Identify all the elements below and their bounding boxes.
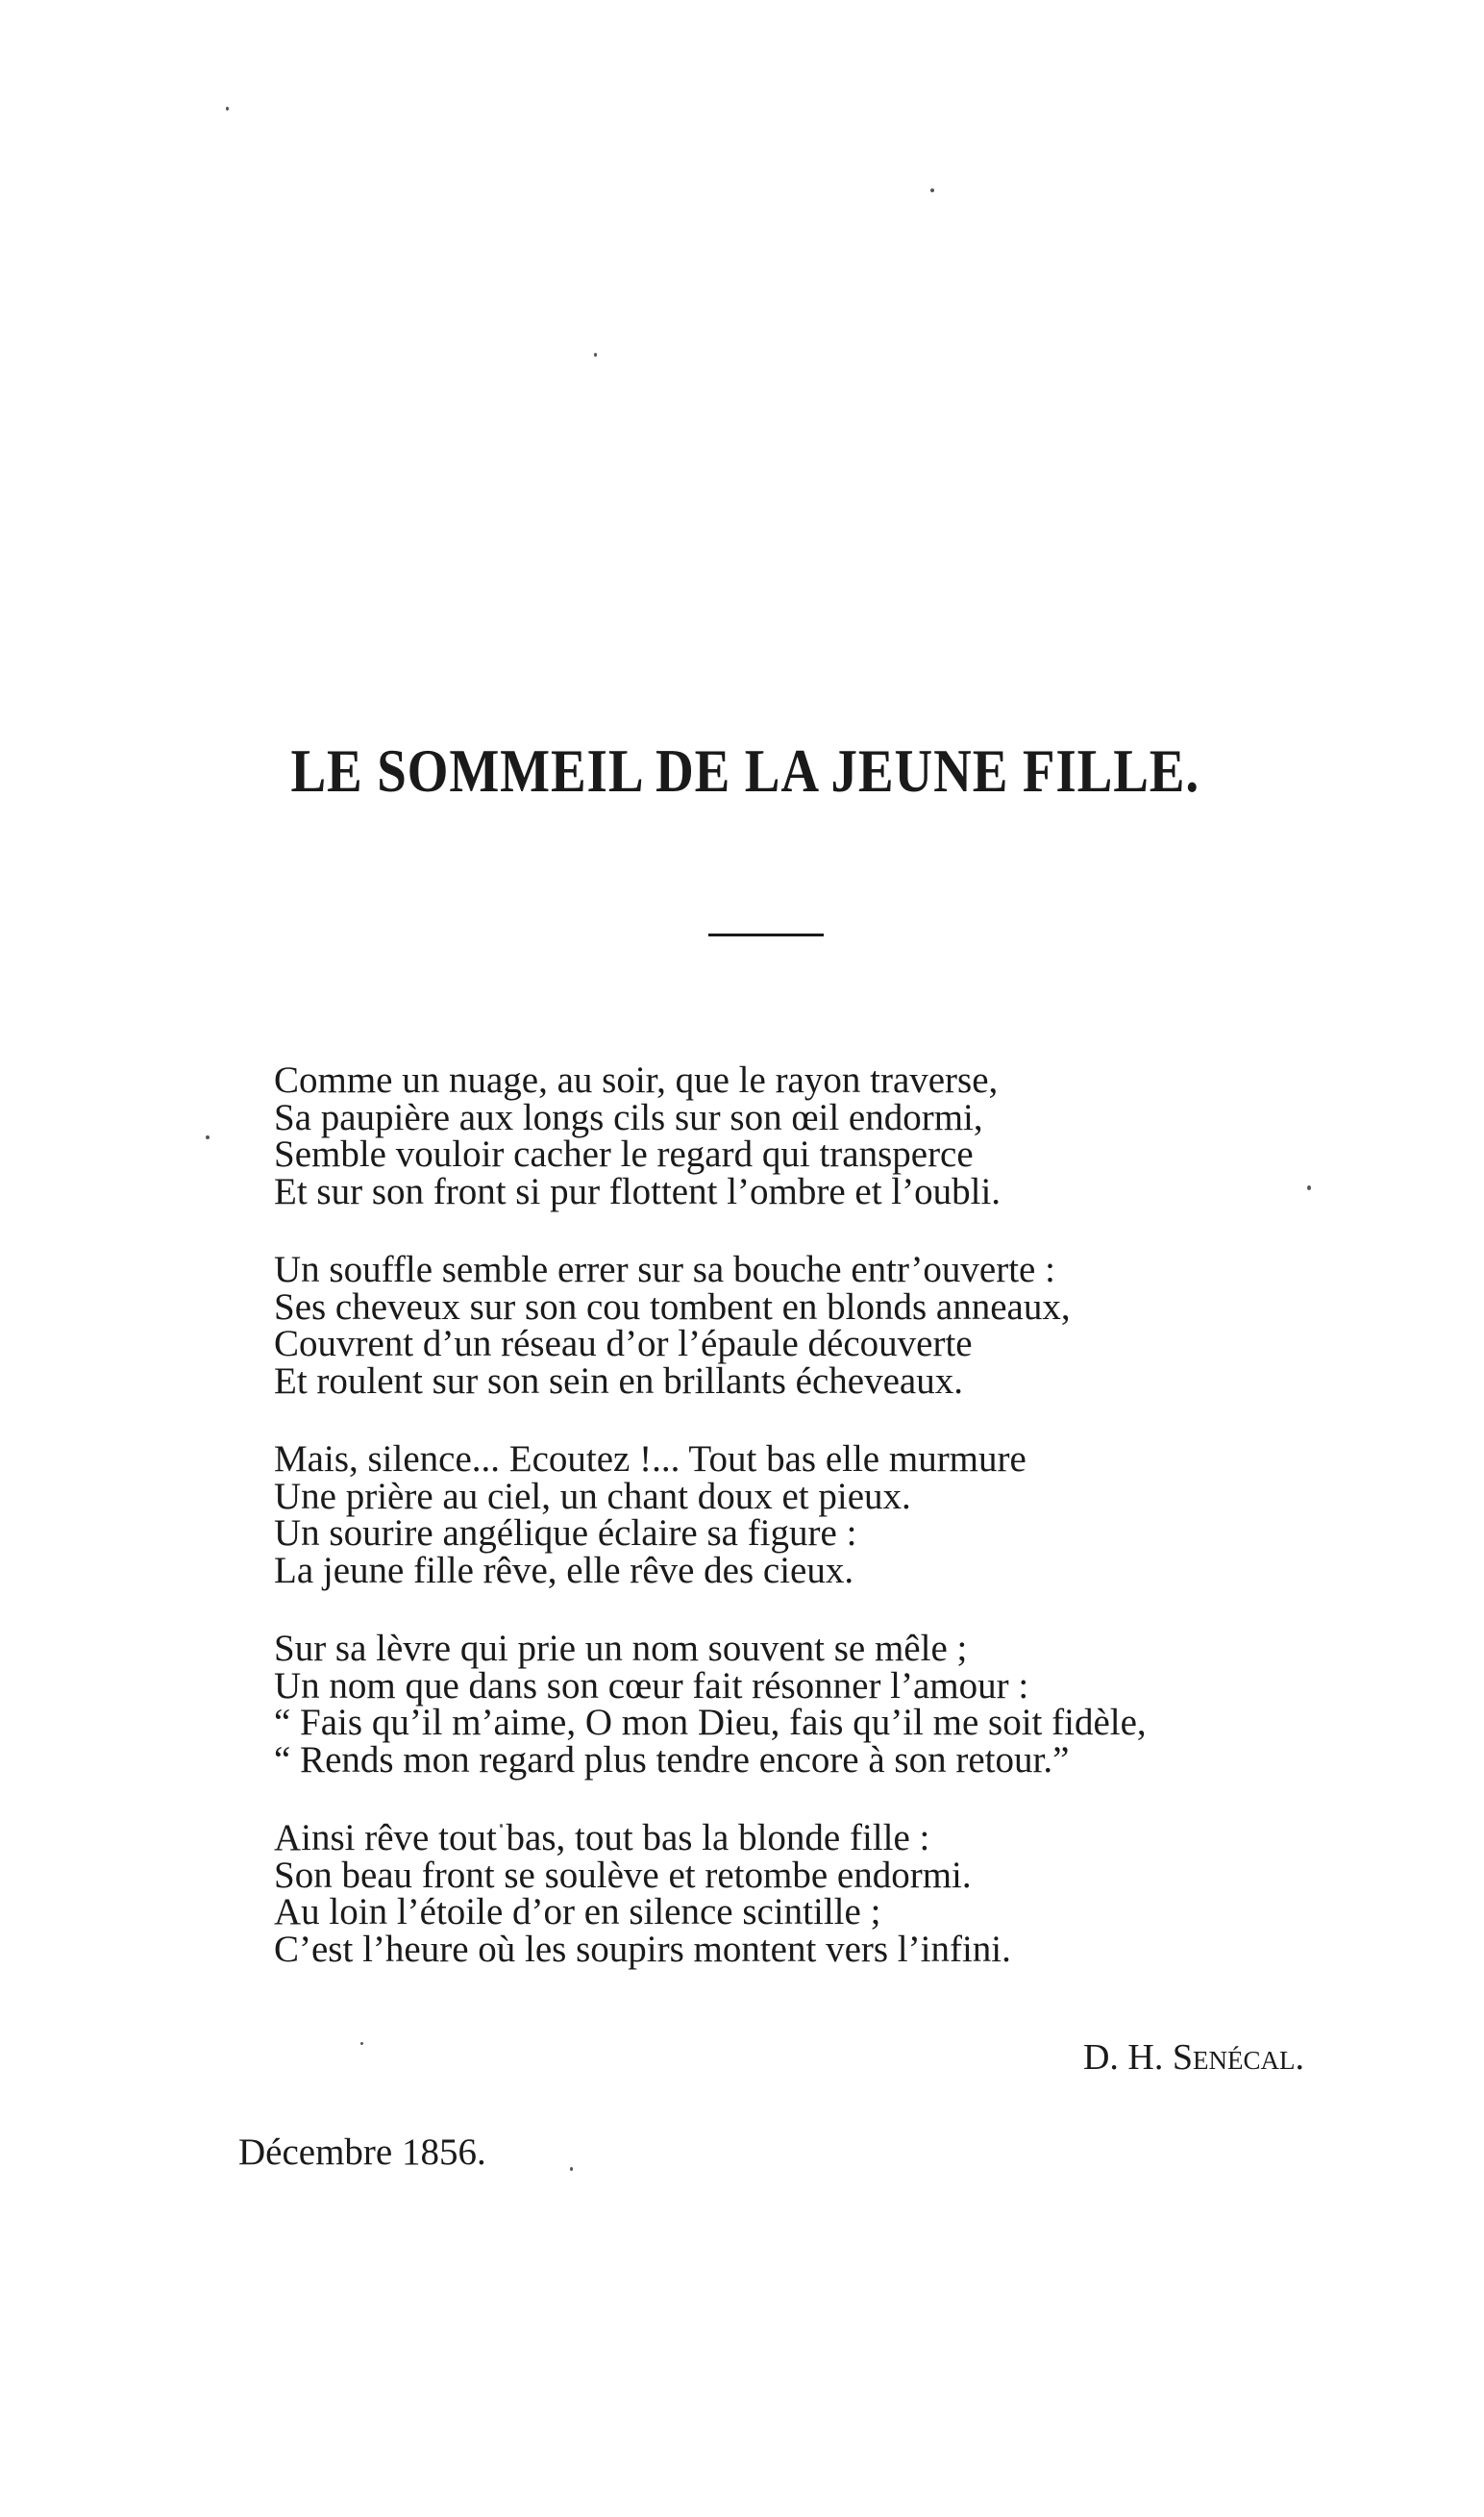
verse-line: La jeune fille rêve, elle rêve des cieux. <box>274 1549 854 1591</box>
verse-line: Comme un nuage, au soir, que le rayon traverse, <box>274 1059 999 1101</box>
verse-line: Un sourire angélique éclaire sa figure : <box>274 1512 857 1554</box>
verse-line: Ses cheveux sur son cou tombent en blonds anneaux, <box>274 1285 1071 1328</box>
scan-speck <box>594 353 597 357</box>
verse-line: Et sur son front si pur flottent l’ombre et l’oubli. <box>274 1170 1002 1212</box>
verse-line: Couvrent d’un réseau d’or l’épaule découverte <box>274 1323 973 1364</box>
stanza <box>274 1817 1350 1970</box>
verse-line: Semble vouloir cacher le regard qui transperce <box>274 1134 974 1175</box>
verse-line: Un nom que dans son cœur fait résonner l’amour : <box>274 1664 1029 1707</box>
verse-line: Sa paupière aux longs cils sur son œil endormi, <box>274 1096 983 1138</box>
poem-title: LE SOMMEIL DE LA JEUNE FILLE. <box>290 736 1200 805</box>
author-signature <box>1083 2036 1304 2079</box>
stanza <box>274 1059 1350 1212</box>
scan-speck <box>206 1135 210 1139</box>
poem-body <box>274 1059 1350 2009</box>
verse-line: Un souffle semble errer sur sa bouche entr’ouverte : <box>274 1249 1055 1290</box>
verse-line: Et roulent sur son sein en brillants écheveaux. <box>274 1359 963 1402</box>
verse-line: “ Rends mon regard plus tendre encore à son retour.” <box>274 1738 1070 1781</box>
scan-speck <box>930 188 934 192</box>
verse-line: Son beau front se soulève et retombe endormi. <box>274 1854 972 1896</box>
author-name: Senécal. <box>1172 2037 1304 2078</box>
stanza <box>274 1438 1350 1591</box>
verse-line: Sur sa lèvre qui prie un nom souvent se mêle ; <box>274 1628 968 1669</box>
scan-speck <box>360 2042 363 2045</box>
verse-line: Au loin l’étoile d’or en silence scintille ; <box>274 1891 881 1932</box>
stanza <box>274 1249 1350 1402</box>
verse-line: C’est l’heure où les soupirs montent vers l’infini. <box>274 1928 1011 1970</box>
verse-line: “ Fais qu’il m’aime, O mon Dieu, fais qu’il me soit fidèle, <box>274 1702 1147 1743</box>
title-rule <box>708 934 824 936</box>
verse-line: Une prière au ciel, un chant doux et pieux. <box>274 1475 911 1517</box>
author-initials: D. H. <box>1082 2037 1164 2078</box>
scan-speck <box>570 2167 573 2171</box>
scan-speck <box>226 107 229 111</box>
poem-date: Décembre 1856. <box>238 2131 486 2173</box>
stanza <box>274 1628 1350 1781</box>
verse-line: Ainsi rêve tout bas, tout bas la blonde fille : <box>274 1817 930 1858</box>
verse-line: Mais, silence... Ecoutez !... Tout bas elle murmure <box>274 1438 1026 1480</box>
